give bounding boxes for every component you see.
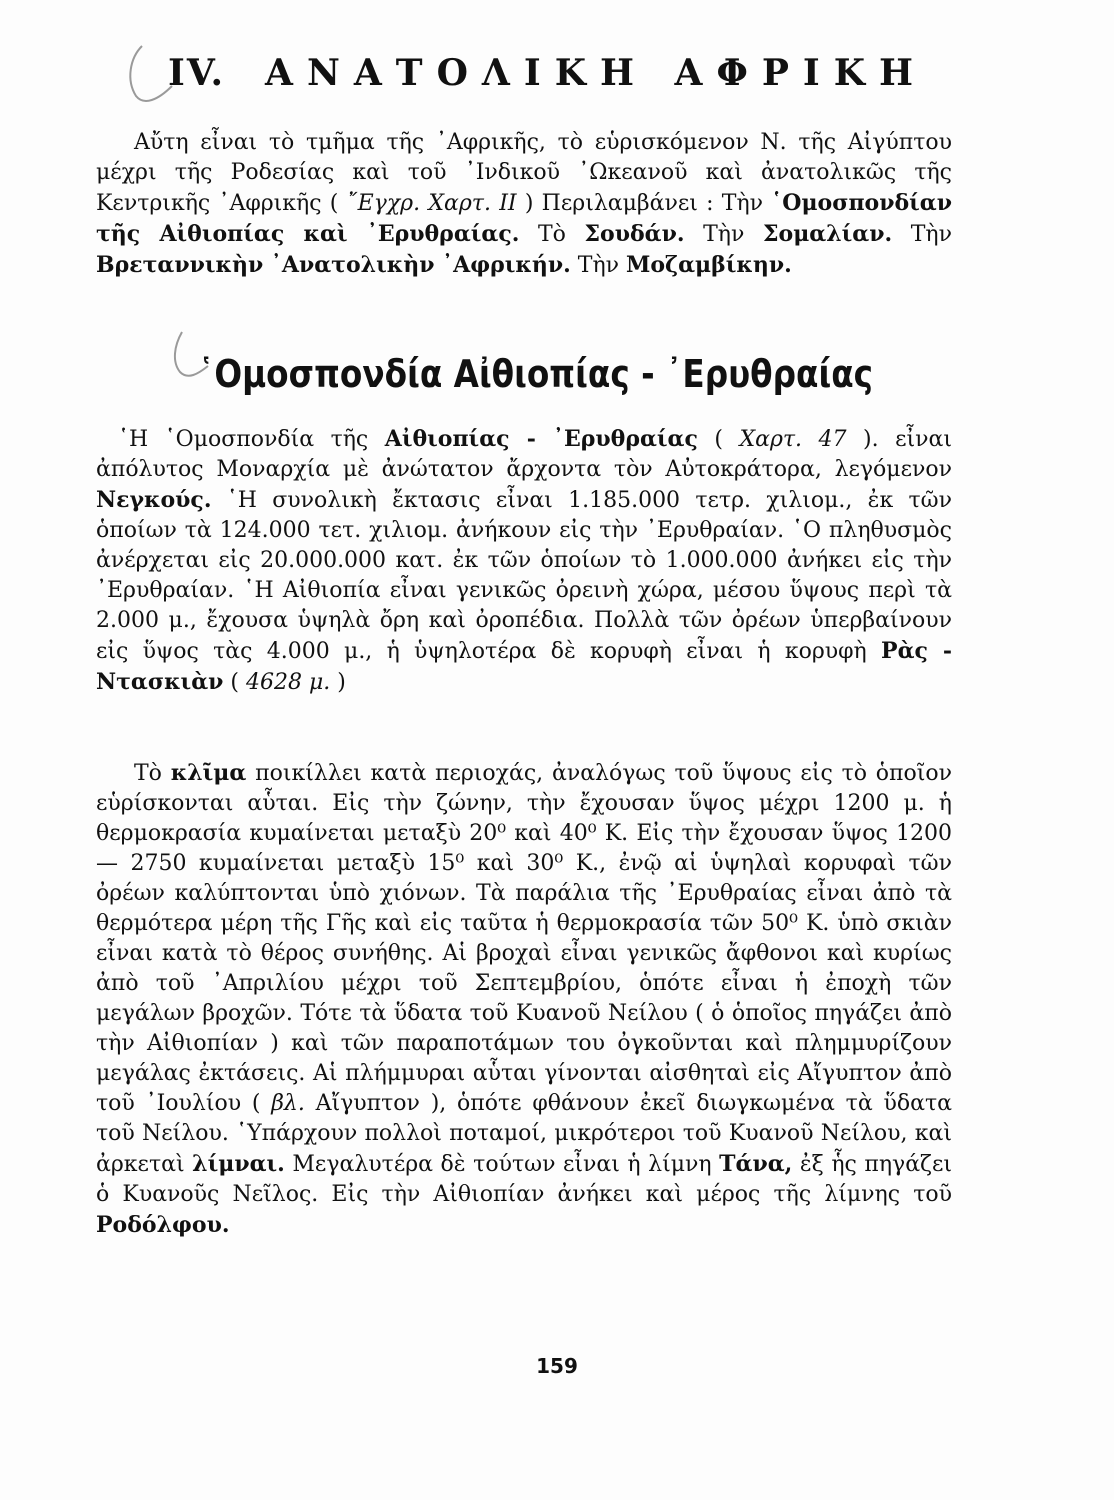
p2-text-1: Τὸ (134, 761, 171, 786)
p2-bold-lake-tana: Τάνα, (719, 1151, 793, 1177)
intro-bold-sudan: Σουδάν. (584, 221, 685, 247)
p2-bold-lake-rudolf: Ροδόλφου. (96, 1212, 230, 1238)
intro-text-3: Τὸ (519, 222, 585, 247)
p2-bold-climate: κλῖμα (170, 760, 247, 786)
chapter-title (168, 52, 928, 94)
chapter-number: IV. (168, 52, 226, 94)
p1-bold-negus: Νεγκούς. (96, 487, 212, 513)
intro-text-6: Τὴν (570, 253, 627, 278)
intro-map-reference: ῎Εγχρ. Χαρτ. ΙΙ (346, 191, 517, 216)
p2-bold-lakes: λίμναι. (192, 1151, 285, 1177)
p1-text-5: ( (223, 670, 246, 695)
ethiopia-overview-paragraph (96, 424, 952, 698)
intro-bold-mozambique: Μοζαμβίκην. (626, 252, 792, 278)
p1-text-6: ) (330, 670, 346, 695)
p1-map-reference: Χαρτ. 47 (739, 427, 847, 452)
intro-text-4: Τὴν (684, 222, 763, 247)
p1-bold-ras-dashen: Ρὰς - Ντασκιὰν (96, 638, 952, 695)
intro-bold-british-east-africa: Βρεταννικὴν ᾿Ανατολικὴν ᾿Αφρικήν. (96, 252, 571, 278)
p1-text-2: ( (697, 427, 740, 452)
climate-paragraph (96, 758, 952, 1241)
p2-text-2: ποικίλλει κατὰ περιοχάς, ἀναλόγως τοῦ ὕψους εἰς τὸ ὁποῖον εὑρίσκονται αὗται. Εἰς τὴν ζώνην, τὴν ἔχουσαν ὕψος μέχρι 1200 μ. ἡ θερμοκρασία κυμαίνεται μεταξὺ 20⁰ καὶ 40⁰ Κ. Εἰς τὴν ἔχουσαν ὕψος 1200 — 2750 κυμαίνεται μεταξὺ 15⁰ καὶ 30⁰ Κ., ἐνῷ αἱ ὑψηλαὶ κορυφαὶ τῶν ὀρέων καλύπτονται ὑπὸ χιόνων. Τὰ παράλια τῆς ᾿Ερυθραίας εἶναι ἀπὸ τὰ θερμότερα μέρη τῆς Γῆς καὶ εἰς ταῦτα ἡ θερμοκρασία τῶν 50⁰ Κ. ὑπὸ σκιὰν εἶναι κατὰ τὸ θέρος συνήθης. Αἱ βροχαὶ εἶναι γενικῶς ἄφθονοι καὶ κυρίως ἀπὸ τοῦ ᾿Απριλίου μέχρι τοῦ Σεπτεμβρίου, ὁπότε εἶναι ἡ ἐποχὴ τῶν μεγάλων βροχῶν. Τότε τὰ ὕδατα τοῦ Κυανοῦ Νείλου ( ὁ ὁποῖος πηγάζει ἀπὸ τὴν Αἰθιοπίαν ) καὶ τῶν παραποτάμων του ὀγκοῦνται καὶ πλημμυρίζουν μεγάλας ἐκτάσεις. Αἱ πλήμμυραι αὗται γίνονται αἰσθηταὶ εἰς Αἴγυπτον ἀπὸ τοῦ ᾿Ιουλίου ( (96, 761, 952, 1116)
section-heading: ῾Ομοσπονδία Αἰθιοπίας - ᾿Ερυθραίας (198, 352, 874, 396)
p1-bold-ethiopia-eritrea: Αἰθιοπίας - ᾿Ερυθραίας (384, 426, 698, 452)
p2-see-reference: βλ. (271, 1091, 305, 1116)
p1-text-4: ῾Η συνολικὴ ἔκτασις εἶναι 1.185.000 τετρ. χιλιομ., ἐκ τῶν ὁποίων τὰ 124.000 τετ. χιλιομ. ἀνήκουν εἰς τὴν ᾿Ερυθραίαν. ῾Ο πληθυσμὸς ἀνέρχεται εἰς 20.000.000 κατ. ἐκ τῶν ὁποίων τὸ 1.000.000 ἀνήκει εἰς τὴν ᾿Ερυθραίαν. ῾Η Αἰθιοπία εἶναι γενικῶς ὀρεινὴ χώρα, μέσου ὕψους περὶ τὰ 2.000 μ., ἔχουσα ὑψηλὰ ὄρη καὶ ὀροπέδια. Πολλὰ τῶν ὀρέων ὑπερβαίνουν εἰς ὕψος τὰς 4.000 μ., ἡ ὑψηλοτέρα δὲ κορυφὴ εἶναι ἡ κορυφὴ (96, 488, 952, 664)
intro-text-5: Τὴν (892, 222, 952, 247)
intro-bold-federation: ῾Ομοσπονδίαν τῆς Αἰθιοπίας καὶ ᾿Ερυθραίας. (96, 190, 952, 247)
p2-text-4: Μεγαλυτέρα δὲ τούτων εἶναι ἡ λίμνη (284, 1152, 720, 1177)
p1-text-3: ). εἶναι ἀπόλυτος Μοναρχία μὲ ἀνώτατον ἄρχοντα τὸν Αὐτοκράτορα, λεγόμενον (96, 427, 952, 482)
p1-text-1: ῾Η ῾Ομοσπονδία τῆς (118, 427, 385, 452)
intro-bold-somalia: Σομαλίαν. (762, 221, 893, 247)
chapter-title-text: ΑΝΑΤΟΛΙΚΗ ΑΦΡΙΚΗ (265, 52, 928, 94)
intro-text-2: ) Περιλαμβάνει : Τὴν (516, 191, 772, 216)
intro-text-1: Αὔτη εἶναι τὸ τμῆμα τῆς ᾿Αφρικῆς, τὸ εὑρισκόμενον Ν. τῆς Αἰγύπτου μέχρι τῆς Ροδεσίας καὶ τοῦ ᾿Ινδικοῦ ᾿Ωκεανοῦ καὶ ἀνατολικῶς τῆς Κεντρικῆς ᾿Αφρικῆς ( (96, 130, 952, 216)
intro-paragraph (96, 128, 952, 281)
page-number: 159 (536, 1354, 578, 1378)
p1-height-reference: 4628 μ. (245, 670, 331, 695)
p2-text-3: Αἴγυπτον ), ὁπότε φθάνουν ἐκεῖ διωγκωμένα τὰ ὕδατα τοῦ Νείλου. ῾Υπάρχουν πολλοὶ ποταμοί, μικρότεροι τοῦ Κυανοῦ Νείλου, καὶ ἀρκεταὶ (96, 1091, 952, 1177)
p2-text-5: ἐξ ἧς πηγάζει ὁ Κυανοῦς Νεῖλος. Εἰς τὴν Αἰθιοπίαν ἀνήκει καὶ μέρος τῆς λίμνης τοῦ (96, 1152, 952, 1207)
